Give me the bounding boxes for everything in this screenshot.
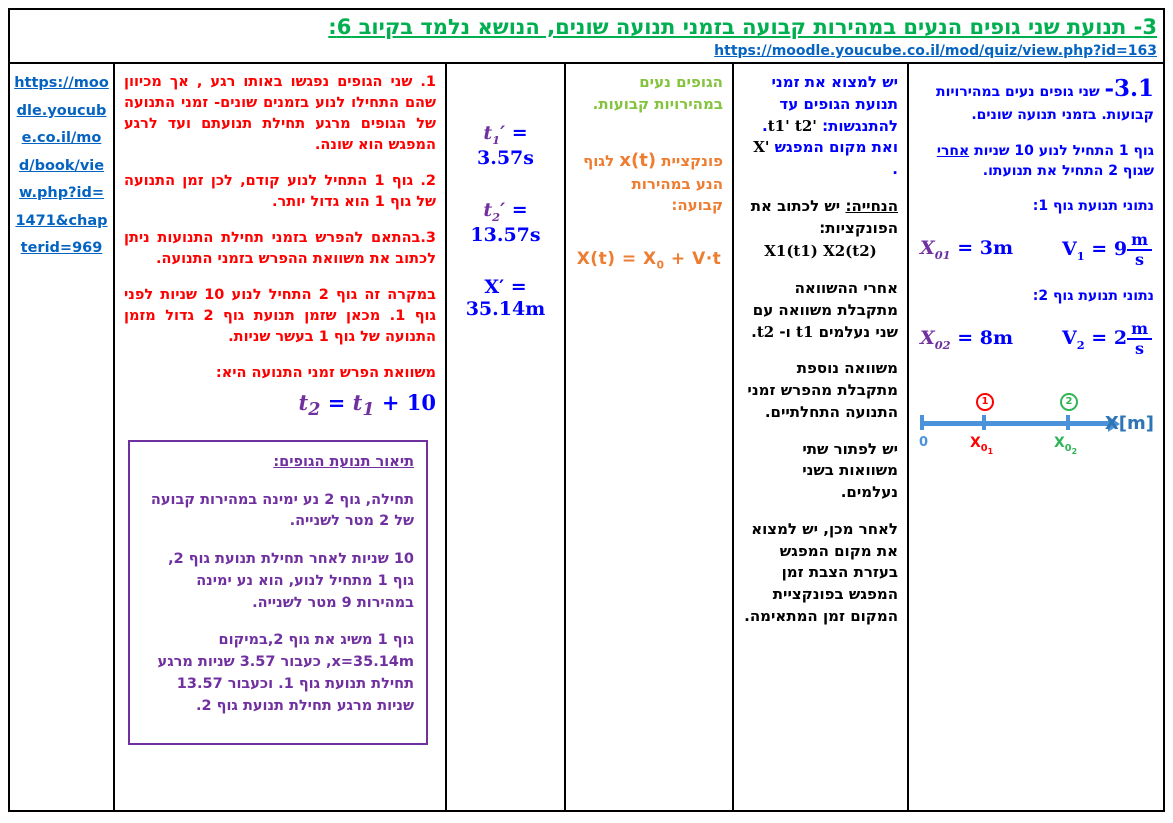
worksheet-table [10,62,1163,812]
explanation-4: במקרה זה גוף 2 התחיל לנוע 10 שניות לפני גוף 1. מכאן שזמן תנועת גוף 2 גדול מזמן התנועה של גוף 1 בעשר שניות. [124,287,436,346]
cell-answers [445,64,564,812]
body1-formulas [920,229,1152,269]
formula-x02: $X_{02} = 8m$ [920,326,1014,352]
x01-label: $X_{0_1}$ [970,434,994,456]
method-function-note: פונקציית x(t) לגוף הנע במהירות קבועה: [583,149,723,215]
x-axis-line [920,421,1108,426]
motion-description-heading: תיאור תנועת הגופים: [273,453,414,470]
answer-x: X′ = 35.14m [465,275,546,320]
method-statement: הגופים נעים במהירויות קבועות. [592,73,723,113]
explanation-3: 3.בהתאם להפרש בזמני תחילת התנועות ניתן לכתוב את משוואת ההפרש בזמני התנועה. [124,230,436,268]
time-difference-equation: $t_2 = t_1 + 10$ [298,390,436,421]
origin-tick [920,415,924,430]
instruction-meeting-point: לאחר מכן, יש למצוא את מקום המפגש בעזרת הצבת זמן המפגש בפונקציית המקום זמן המתאימה. [744,519,898,625]
formula-v1: $V_1 = 9$ $\frac{m}{s}$ [1062,232,1152,268]
underlined-word-after: אחרי [936,142,970,159]
body2-marker-icon: 2 [1060,393,1078,411]
instruction-goal: יש למצוא את זמני תנועת הגופים עד להתנגשות: t1' t2'. ואת מקום המפגש X' . [753,73,898,178]
t1-t2-symbols: t1' t2' [767,116,817,135]
body1-marker-icon: 1 [976,393,994,411]
book-link[interactable]: https://moodle.youcube.co.il/mod/book/view.php?id=1471&chapterid=969 [14,75,109,257]
cell-instructions [732,64,907,812]
title-block [10,10,1163,62]
formula-v2: $V_2 = 2$ $\frac{m}{s}$ [1062,321,1152,357]
answer-t1: $t_1' = 3.57s$ [477,122,534,169]
position-function-formula: $X(t) = X_0 + V\cdot t$ [576,249,722,272]
explanation-2: 2. גוף 1 התחיל לנוע קודם, לכן זמן התנועה של גוף 1 הוא גדול יותר. [124,173,436,211]
explanation-1: 1. שני הגופים נפגשו באותו רגע , אך מכיוון שהם התחילו לנוע בזמנים שונים- זמני התנועה של הגופים מרגע תחילת תנועתם ועד לרגע המפגש הוא שונה. [124,74,436,154]
guideline-label: הנחייה: [845,196,898,215]
cell-explanation [113,64,445,812]
motion-description-2: 10 שניות לאחר תחילת תנועת גוף 2, גוף 1 מתחיל לנוע, הוא נע ימינה במהירות 9 מטר לשנייה. [168,551,414,611]
x01-tick [982,415,986,430]
instruction-solve: יש לפתור שתי משוואות בשני נעלמים. [802,439,898,501]
functions-notation: X1(t1) X2(t2) [764,242,877,261]
motion-description-box [128,440,428,746]
x-symbol: X' [753,138,770,157]
x02-tick [1066,415,1070,430]
quiz-link-row [16,41,1157,60]
equation-intro: משוואת הפרש זמני התנועה היא: [215,365,436,382]
instruction-guideline: הנחייה: יש לכתוב את הפונקציות: X1(t1) X2(t2) [743,196,898,263]
cell-problem-statement [907,64,1163,812]
answer-t2: $t_2' = 13.57s$ [470,198,541,246]
origin-label: 0 [919,434,929,450]
instruction-extra-equation: משוואה נוספת מתקבלת מהפרש זמני התנועה התחלתיים. [747,359,898,421]
fraction-m-s: $\frac{m}{s}$ [1127,321,1152,357]
body1-data-label: נתוני תנועת גוף 1: [1032,198,1154,215]
body2-data-label: נתוני תנועת גוף 2: [1032,287,1154,304]
motion-description-1: תחילה, גוף 2 נע ימינה במהירות קבועה של 2 מטר לשנייה. [150,491,414,530]
problem-number: 3.1- [1104,75,1154,102]
motion-description-3: גוף 1 משיג את גוף 2,במיקום x=35.14m, כעבור 3.57 שניות מרגע תחילת תנועת גוף 1. וכעבור 13.57 שניות מרגע תחילת תנועת גוף 2. [157,632,414,714]
page-title: 3- תנועת שני גופים הנעים במהירות קבועה בזמני תנועה שונים, הנושא נלמד בקיוב 6: [328,15,1157,39]
formula-x01: $X_{01} = 3m$ [920,237,1014,263]
quiz-link[interactable]: https://moodle.youcube.co.il/mod/quiz/view.php?id=163 [714,43,1157,59]
problem-heading: 3.1- שני גופים נעים במהירויות קבועות. בזמני תנועה שונים. [936,75,1154,124]
fraction-m-s: $\frac{m}{s}$ [1127,232,1152,268]
cell-method [564,64,732,812]
axis-label: X[m] [1104,412,1154,434]
instruction-comparison: אחרי ההשוואה מתקבלת משוואה עם שני נעלמים t1 ו- t2. [751,279,898,341]
problem-timing: גוף 1 התחיל לנוע 10 שניות אחרי שגוף 2 התחיל את תנועתו. [936,142,1154,179]
xt-symbol: x(t) [619,149,657,171]
cell-book-link [10,64,113,812]
position-axis-diagram [918,391,1154,455]
body2-formulas [920,318,1152,358]
x02-label: $X_{0_2}$ [1054,434,1078,456]
worksheet [8,8,1165,812]
